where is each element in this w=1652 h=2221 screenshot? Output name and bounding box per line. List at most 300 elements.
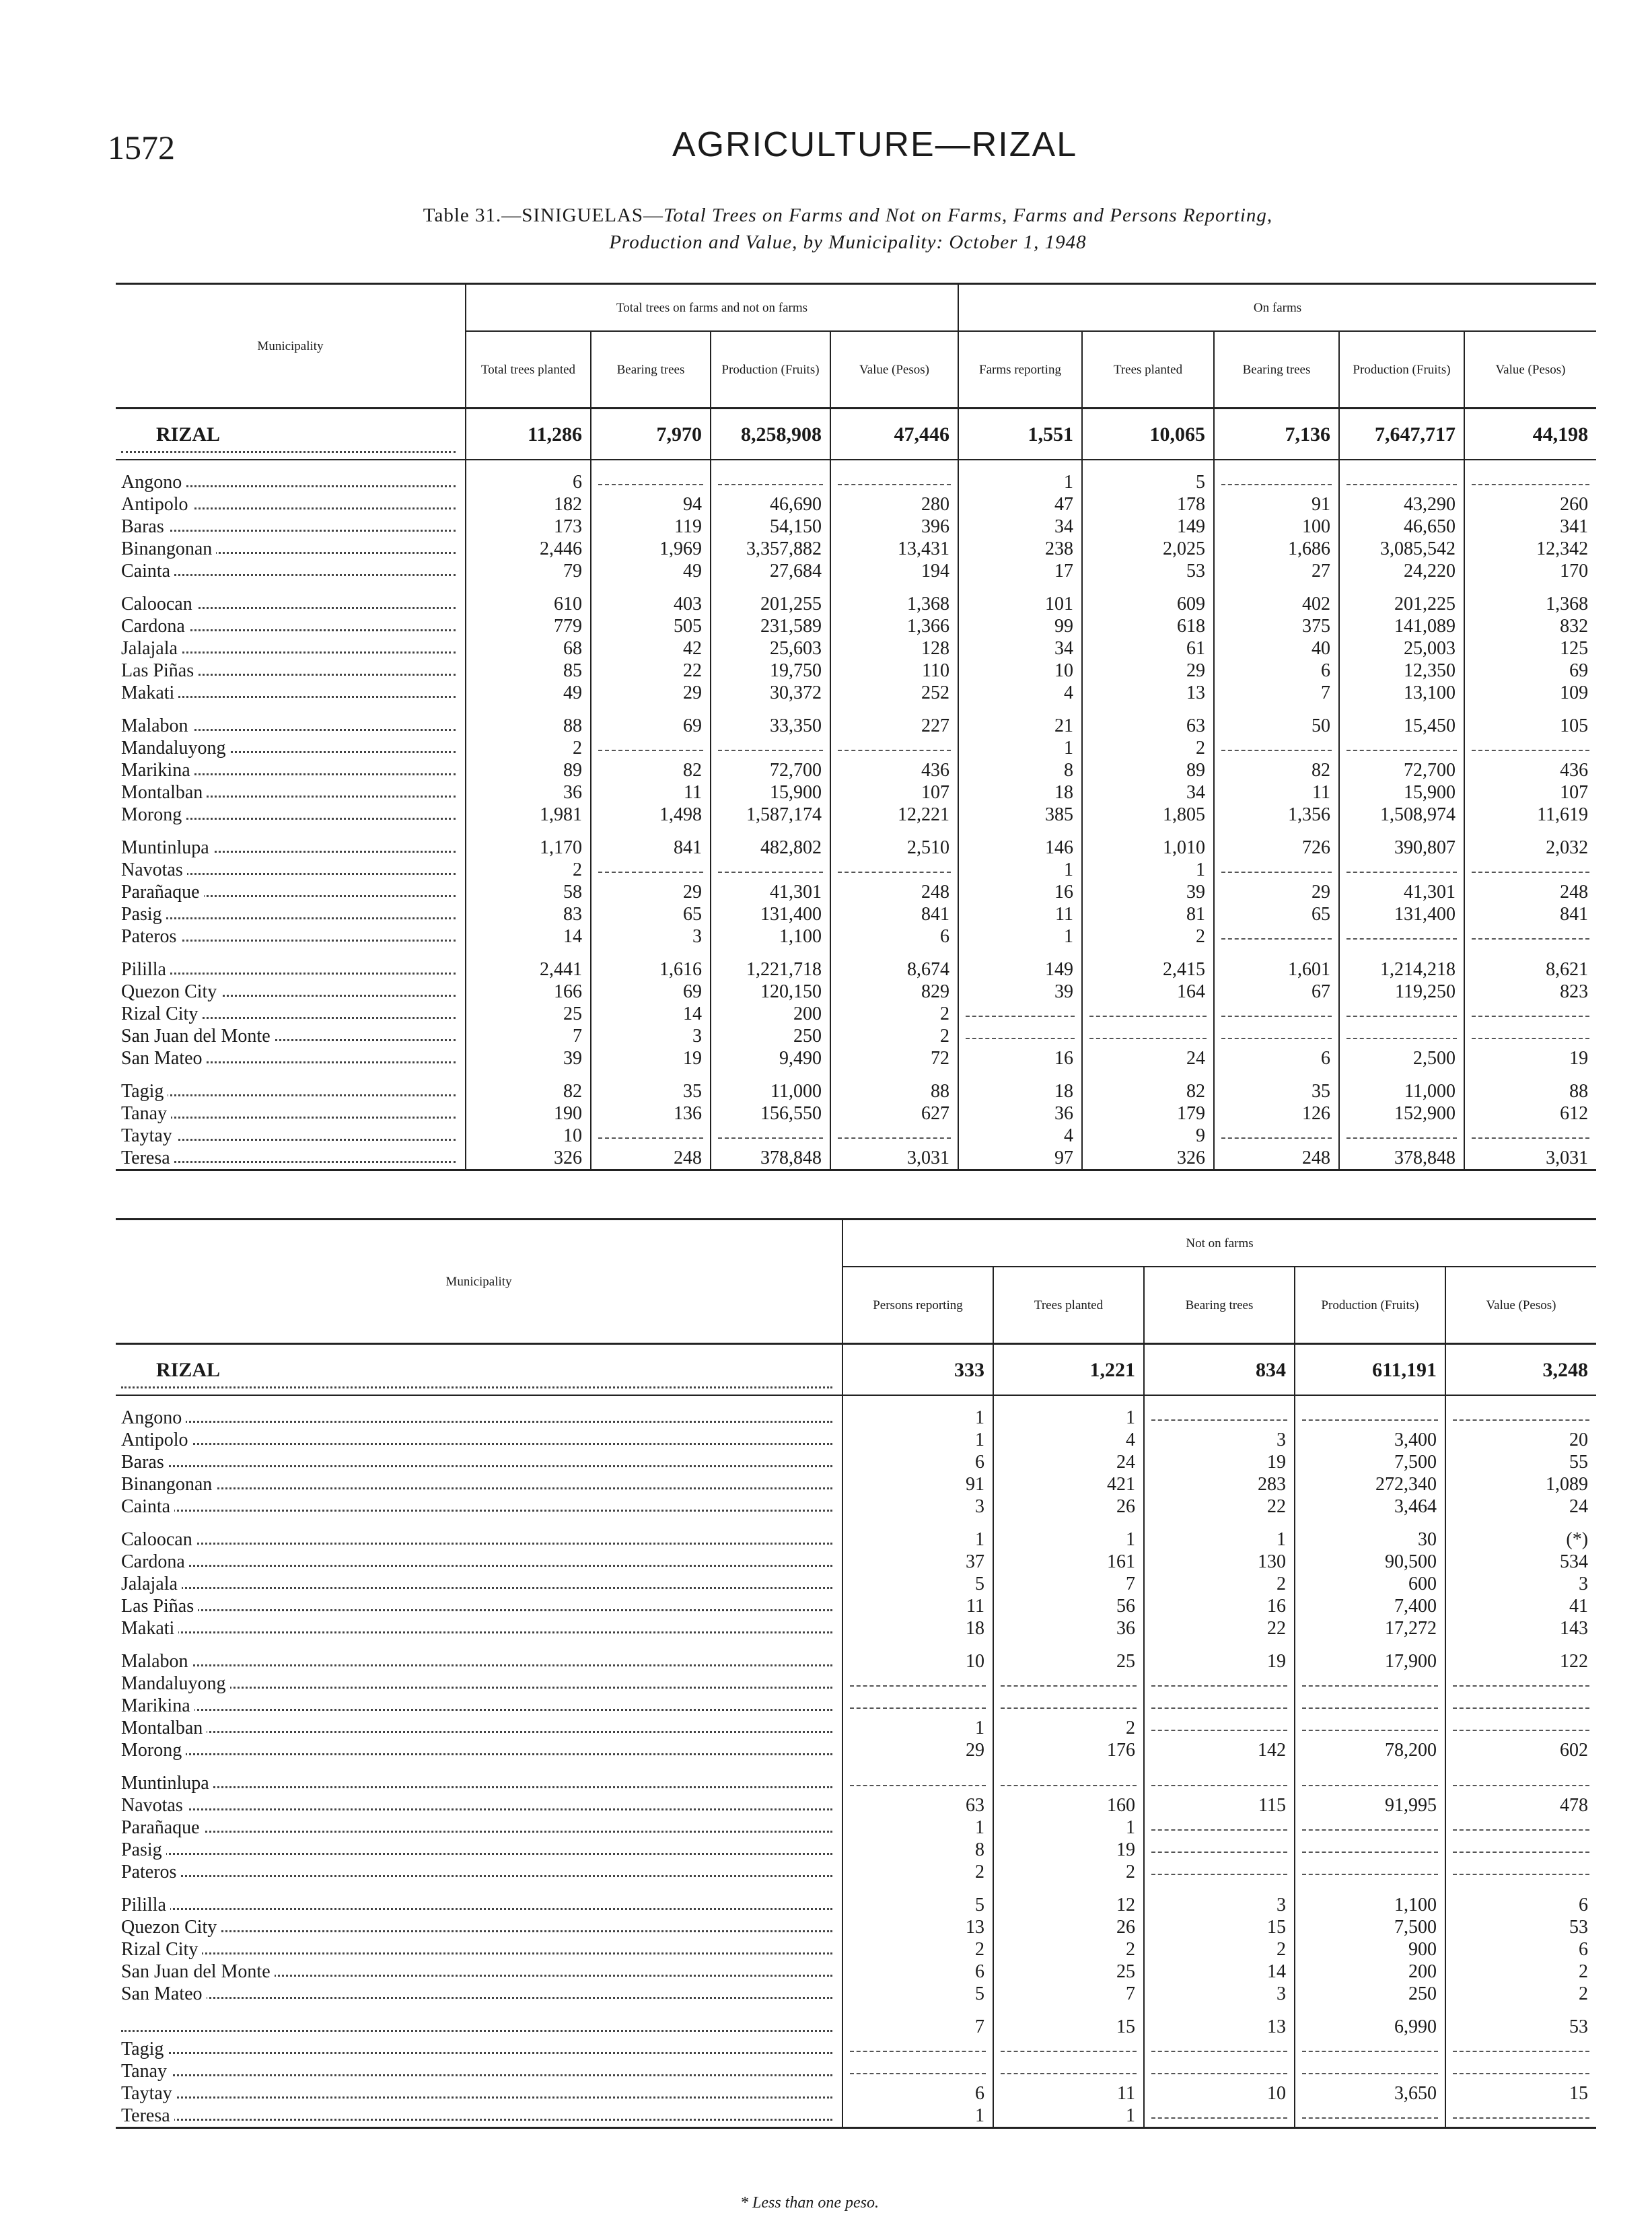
value-cell: 14 (1144, 1961, 1295, 1983)
municipality-name (116, 1003, 466, 1025)
municipality-label: Cardona (121, 616, 189, 637)
value-cell: 41 (1445, 1595, 1596, 1617)
municipality-label: Malabon (121, 715, 192, 736)
value-cell: 79 (466, 560, 591, 582)
value-cell: 378,848 (1339, 1147, 1464, 1170)
value-cell: 12,350 (1339, 660, 1464, 682)
value-cell (1144, 2105, 1295, 2128)
value-cell (1295, 1839, 1445, 1861)
value-cell: 83 (466, 903, 591, 925)
value-cell: 12,342 (1464, 538, 1596, 560)
value-cell (1339, 737, 1464, 759)
value-cell: 131,400 (1339, 903, 1464, 925)
value-cell: 99 (958, 615, 1082, 637)
value-cell: 67 (1214, 981, 1339, 1003)
spacer-cell (1144, 1395, 1295, 1407)
municipality-label: Morong (121, 1740, 186, 1761)
value-cell: 26 (993, 1495, 1144, 1518)
value-cell: 42 (591, 637, 711, 660)
value-cell: 17 (958, 560, 1082, 582)
value-cell: 280 (830, 493, 958, 516)
value-cell (1295, 2105, 1445, 2128)
value-cell: 21 (958, 715, 1082, 737)
value-cell: 19 (1144, 1451, 1295, 1473)
municipality-label: Tagig (121, 1081, 168, 1102)
value-cell (1445, 1695, 1596, 1717)
value-cell: 89 (466, 759, 591, 781)
total-cell: 7,647,717 (1339, 409, 1464, 460)
value-cell: 49 (591, 560, 711, 582)
value-cell: 341 (1464, 516, 1596, 538)
value-cell: 436 (1464, 759, 1596, 781)
value-cell (1144, 1717, 1295, 1739)
municipality-row (116, 2082, 1596, 2105)
value-cell: 252 (830, 682, 958, 704)
value-cell: 248 (591, 1147, 711, 1170)
municipality-row (116, 1717, 1596, 1739)
spacer-cell (842, 1761, 993, 1772)
spacer-row (116, 460, 1596, 471)
value-cell: 3 (842, 1495, 993, 1518)
spacer-cell (466, 948, 591, 958)
spacer-cell (1339, 460, 1464, 471)
spacer-cell (830, 704, 958, 715)
municipality-row (116, 1102, 1596, 1125)
spacer-cell (830, 826, 958, 837)
value-cell: 91 (1214, 493, 1339, 516)
value-cell: 1,368 (830, 593, 958, 615)
municipality-row (116, 1961, 1596, 1983)
municipality-name (116, 1147, 466, 1170)
municipality-row (116, 881, 1596, 903)
value-cell: 54,150 (711, 516, 830, 538)
spacer-cell (993, 1640, 1144, 1650)
value-cell: 3,650 (1295, 2082, 1445, 2105)
municipality-name (116, 981, 466, 1003)
municipality-name (116, 737, 466, 759)
municipality-row (116, 593, 1596, 615)
value-cell: 260 (1464, 493, 1596, 516)
municipality-name (116, 1451, 842, 1473)
value-cell (830, 859, 958, 881)
municipality-name (116, 859, 466, 881)
column-header: Bearing trees (1214, 331, 1339, 409)
value-cell: 11,619 (1464, 804, 1596, 826)
municipality-label: Muntinlupa (121, 1773, 213, 1794)
total-cell: 834 (1144, 1344, 1295, 1396)
value-cell: 35 (591, 1080, 711, 1102)
value-cell: 18 (842, 1617, 993, 1640)
value-cell: 14 (591, 1003, 711, 1025)
municipality-label: Navotas (121, 1795, 187, 1816)
spacer-cell (116, 826, 466, 837)
municipality-row (116, 560, 1596, 582)
value-cell: 43,290 (1339, 493, 1464, 516)
municipality-name (116, 2082, 842, 2105)
value-cell: 160 (993, 1794, 1144, 1817)
value-cell: 46,650 (1339, 516, 1464, 538)
total-name-cell (116, 409, 466, 460)
value-cell: 142 (1144, 1739, 1295, 1761)
value-cell (1339, 1025, 1464, 1047)
value-cell: 15 (1445, 2082, 1596, 2105)
value-cell: 2,032 (1464, 837, 1596, 859)
value-cell: 17,900 (1295, 1650, 1445, 1672)
value-cell (830, 737, 958, 759)
value-cell: 35 (1214, 1080, 1339, 1102)
spacer-cell (591, 582, 711, 593)
value-cell: 63 (1082, 715, 1214, 737)
group-header-on-farms: On farms (958, 284, 1596, 332)
municipality-label: Binangonan (121, 1474, 216, 1495)
municipality-name (116, 1047, 466, 1069)
municipality-row (116, 1528, 1596, 1551)
spacer-cell (958, 582, 1082, 593)
spacer-cell (1295, 2005, 1445, 2016)
value-cell: 19 (993, 1839, 1144, 1861)
value-cell (1214, 1003, 1339, 1025)
municipality-name (116, 516, 466, 538)
value-cell: 65 (1214, 903, 1339, 925)
spacer-cell (1464, 948, 1596, 958)
spacer-cell (1339, 1069, 1464, 1080)
spacer-cell (1339, 582, 1464, 593)
municipality-row (116, 1916, 1596, 1938)
value-cell: 26 (993, 1916, 1144, 1938)
municipality-name (116, 1772, 842, 1794)
value-cell: 27 (1214, 560, 1339, 582)
total-label: RIZAL (156, 423, 224, 446)
municipality-name (116, 1407, 842, 1429)
value-cell (1445, 1672, 1596, 1695)
value-cell: 109 (1464, 682, 1596, 704)
value-cell: 3,357,882 (711, 538, 830, 560)
total-label: RIZAL (156, 1359, 224, 1381)
value-cell: 126 (1214, 1102, 1339, 1125)
value-cell: 375 (1214, 615, 1339, 637)
value-cell: 39 (958, 981, 1082, 1003)
spacer-cell (1144, 2005, 1295, 2016)
municipality-label: Angono (121, 1407, 186, 1428)
value-cell: 94 (591, 493, 711, 516)
municipality-label: Pateros (121, 926, 180, 947)
value-cell: 248 (1464, 881, 1596, 903)
municipality-row (116, 925, 1596, 948)
municipality-row (116, 637, 1596, 660)
value-cell: 10 (842, 1650, 993, 1672)
value-cell: 5 (842, 1983, 993, 2005)
spacer-cell (1082, 948, 1214, 958)
municipality-name (116, 1473, 842, 1495)
value-cell: 1,508,974 (1339, 804, 1464, 826)
value-cell: 436 (830, 759, 958, 781)
spacer-cell (1214, 460, 1339, 471)
value-cell: 832 (1464, 615, 1596, 637)
municipality-name (116, 1650, 842, 1672)
municipality-header: Municipality (116, 1220, 842, 1344)
total-cell: 11,286 (466, 409, 591, 460)
value-cell: 534 (1445, 1551, 1596, 1573)
value-cell: 2 (993, 1717, 1144, 1739)
value-cell (1295, 1772, 1445, 1794)
column-header: Value (Pesos) (1445, 1267, 1596, 1344)
municipality-name (116, 1429, 842, 1451)
value-cell: 15,900 (711, 781, 830, 804)
value-cell: 120,150 (711, 981, 830, 1003)
value-cell: 179 (1082, 1102, 1214, 1125)
value-cell: 1 (958, 925, 1082, 948)
spacer-cell (1082, 1069, 1214, 1080)
value-cell: 1,100 (1295, 1894, 1445, 1916)
value-cell: 128 (830, 637, 958, 660)
value-cell: 6 (1214, 1047, 1339, 1069)
municipality-row (116, 1003, 1596, 1025)
municipality-row (116, 1894, 1596, 1916)
value-cell: 482,802 (711, 837, 830, 859)
value-cell (842, 2038, 993, 2060)
value-cell: 88 (830, 1080, 958, 1102)
spacer-row (116, 1883, 1596, 1894)
value-cell: 122 (1445, 1650, 1596, 1672)
value-cell: 34 (958, 516, 1082, 538)
spacer-cell (1464, 704, 1596, 715)
municipality-row (116, 660, 1596, 682)
value-cell: 11,000 (711, 1080, 830, 1102)
value-cell (1445, 1839, 1596, 1861)
municipality-row (116, 859, 1596, 881)
value-cell (842, 2060, 993, 2082)
municipality-label: Muntinlupa (121, 837, 213, 858)
value-cell: 12,221 (830, 804, 958, 826)
value-cell: 326 (1082, 1147, 1214, 1170)
value-cell (1445, 2105, 1596, 2128)
value-cell (1082, 1025, 1214, 1047)
value-cell: 8,674 (830, 958, 958, 981)
value-cell: 10 (466, 1125, 591, 1147)
spacer-cell (1144, 1518, 1295, 1528)
municipality-row (116, 759, 1596, 781)
spacer-cell (1144, 1883, 1295, 1894)
municipality-label: San Juan del Monte (121, 1961, 275, 1982)
spacer-cell (711, 1069, 830, 1080)
spacer-row (116, 826, 1596, 837)
column-header: Trees planted (993, 1267, 1144, 1344)
municipality-label: Cainta (121, 561, 174, 581)
value-cell: 11 (591, 781, 711, 804)
value-cell: 16 (1144, 1595, 1295, 1617)
value-cell: 25 (993, 1961, 1144, 1983)
value-cell: 161 (993, 1551, 1144, 1573)
value-cell: 53 (1445, 1916, 1596, 1938)
value-cell: 13,431 (830, 538, 958, 560)
municipality-name (116, 1916, 842, 1938)
value-cell: 7 (842, 2016, 993, 2038)
value-cell: 1,498 (591, 804, 711, 826)
value-cell (1295, 1672, 1445, 1695)
municipality-row (116, 1861, 1596, 1883)
spacer-cell (958, 948, 1082, 958)
value-cell: 1 (842, 1817, 993, 1839)
municipality-name (116, 925, 466, 948)
municipality-row (116, 1429, 1596, 1451)
spacer-cell (1144, 1640, 1295, 1650)
spacer-cell (1082, 582, 1214, 593)
value-cell (1464, 859, 1596, 881)
value-cell: 24 (993, 1451, 1144, 1473)
value-cell (1214, 1025, 1339, 1047)
municipality-name (116, 958, 466, 981)
value-cell: 97 (958, 1147, 1082, 1170)
value-cell: 85 (466, 660, 591, 682)
municipality-label: Pililla (121, 1895, 170, 1915)
municipality-row (116, 1047, 1596, 1069)
table-caption (202, 202, 1494, 256)
value-cell: 1 (842, 2105, 993, 2128)
value-cell: 69 (1464, 660, 1596, 682)
value-cell: 30 (1295, 1528, 1445, 1551)
value-cell: 146 (958, 837, 1082, 859)
value-cell: 250 (1295, 1983, 1445, 2005)
value-cell: 11 (958, 903, 1082, 925)
value-cell: 149 (1082, 516, 1214, 538)
value-cell: 2 (1445, 1961, 1596, 1983)
value-cell: 248 (1214, 1147, 1339, 1170)
value-cell (711, 1125, 830, 1147)
value-cell: 227 (830, 715, 958, 737)
spacer-cell (830, 948, 958, 958)
value-cell: 8,621 (1464, 958, 1596, 981)
value-cell (1144, 2060, 1295, 2082)
value-cell: 173 (466, 516, 591, 538)
value-cell: 82 (466, 1080, 591, 1102)
value-cell: 272,340 (1295, 1473, 1445, 1495)
value-cell: 105 (1464, 715, 1596, 737)
municipality-label: San Mateo (121, 1983, 207, 2004)
municipality-label: Tanay (121, 2061, 171, 2082)
value-cell: (*) (1445, 1528, 1596, 1551)
municipality-label: Baras (121, 516, 168, 537)
value-cell: 29 (591, 881, 711, 903)
municipality-label: Mandaluyong (121, 1673, 230, 1694)
value-cell (1464, 1025, 1596, 1047)
value-cell (1339, 1125, 1464, 1147)
value-cell (1464, 925, 1596, 948)
caption-line1: Total Trees on Farms and Not on Farms, Farms and Persons Reporting, (663, 205, 1273, 226)
municipality-row (116, 1650, 1596, 1672)
municipality-row (116, 1080, 1596, 1102)
value-cell: 7 (993, 1573, 1144, 1595)
municipality-label: Malabon (121, 1651, 192, 1672)
spacer-cell (1464, 826, 1596, 837)
value-cell (591, 1125, 711, 1147)
spacer-cell (116, 1640, 842, 1650)
value-cell: 7,500 (1295, 1916, 1445, 1938)
municipality-name (116, 837, 466, 859)
municipality-name (116, 1938, 842, 1961)
municipality-row (116, 1938, 1596, 1961)
municipality-row (116, 903, 1596, 925)
municipality-row (116, 1595, 1596, 1617)
table-totals-and-on-farms (116, 283, 1596, 1171)
spacer-cell (842, 1518, 993, 1528)
municipality-name (116, 1080, 466, 1102)
column-header: Farms reporting (958, 331, 1082, 409)
municipality-name (116, 903, 466, 925)
value-cell: 50 (1214, 715, 1339, 737)
value-cell (1144, 1672, 1295, 1695)
value-cell: 22 (1144, 1495, 1295, 1518)
value-cell: 88 (466, 715, 591, 737)
municipality-row (116, 2060, 1596, 2082)
municipality-name (116, 804, 466, 826)
running-head: AGRICULTURE—RIZAL (672, 125, 1078, 164)
spacer-cell (842, 1640, 993, 1650)
municipality-label: Las Piñas (121, 1596, 198, 1617)
value-cell: 72,700 (711, 759, 830, 781)
municipality-row (116, 958, 1596, 981)
spacer-row (116, 948, 1596, 958)
municipality-label: Caloocan (121, 594, 196, 614)
value-cell: 6 (830, 925, 958, 948)
value-cell: 3 (591, 925, 711, 948)
municipality-label: Montalban (121, 782, 207, 803)
value-cell: 17,272 (1295, 1617, 1445, 1640)
value-cell (993, 1672, 1144, 1695)
value-cell: 40 (1214, 637, 1339, 660)
value-cell: 248 (830, 881, 958, 903)
municipality-name (116, 1617, 842, 1640)
municipality-label: Marikina (121, 760, 194, 781)
caption-line2: Production and Value, by Municipality: October 1, 1948 (609, 232, 1087, 253)
spacer-cell (116, 704, 466, 715)
municipality-name (116, 1983, 842, 2005)
municipality-row (116, 2105, 1596, 2128)
spacer-cell (1214, 948, 1339, 958)
value-cell: 2 (1082, 925, 1214, 948)
municipality-label: Montalban (121, 1718, 207, 1738)
value-cell: 1,010 (1082, 837, 1214, 859)
value-cell: 82 (591, 759, 711, 781)
value-cell: 2 (993, 1938, 1144, 1961)
municipality-row (116, 1794, 1596, 1817)
value-cell: 24,220 (1339, 560, 1464, 582)
column-header: Bearing trees (1144, 1267, 1295, 1344)
value-cell: 130 (1144, 1551, 1295, 1573)
municipality-name (116, 1739, 842, 1761)
value-cell (711, 859, 830, 881)
value-cell: 7,500 (1295, 1451, 1445, 1473)
value-cell: 2 (1445, 1983, 1596, 2005)
municipality-row (116, 1573, 1596, 1595)
value-cell: 81 (1082, 903, 1214, 925)
value-cell: 119 (591, 516, 711, 538)
value-cell: 478 (1445, 1794, 1596, 1817)
value-cell: 7 (1214, 682, 1339, 704)
value-cell: 19 (1464, 1047, 1596, 1069)
municipality-row (116, 1817, 1596, 1839)
municipality-row (116, 1551, 1596, 1573)
value-cell: 1 (993, 1528, 1144, 1551)
value-cell: 1,981 (466, 804, 591, 826)
total-cell: 47,446 (830, 409, 958, 460)
value-cell: 78,200 (1295, 1739, 1445, 1761)
spacer-cell (1464, 582, 1596, 593)
value-cell: 2 (466, 737, 591, 759)
value-cell: 13 (842, 1916, 993, 1938)
column-header: Value (Pesos) (830, 331, 958, 409)
value-cell (1339, 471, 1464, 493)
value-cell: 1,686 (1214, 538, 1339, 560)
